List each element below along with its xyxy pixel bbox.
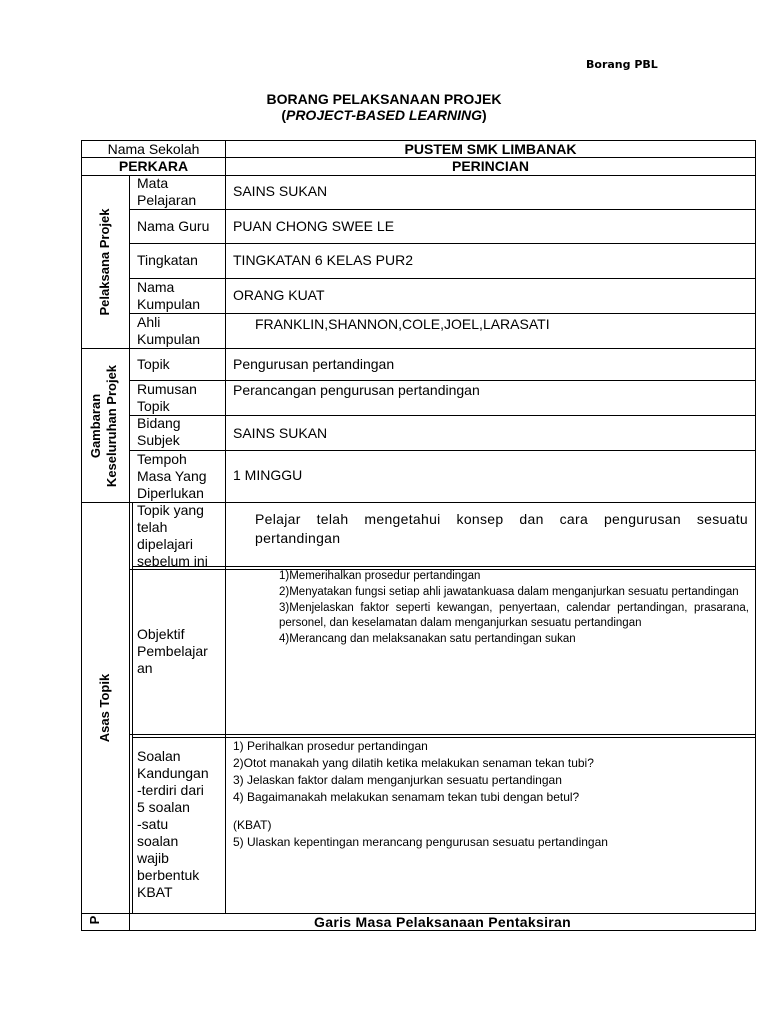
- value-mata-pelajaran: SAINS SUKAN: [233, 183, 328, 199]
- value-bidang-subjek: SAINS SUKAN: [233, 425, 328, 441]
- column-header-perincian: PERINCIAN: [451, 158, 529, 174]
- soalan-list: [233, 738, 748, 851]
- value-rumusan-topik: Perancangan pengurusan pertandingan: [233, 382, 480, 398]
- list-item: 1)Memerihalkan prosedur pertandingan: [279, 570, 481, 582]
- value-topik: Pengurusan pertandingan: [233, 356, 395, 372]
- label-topik-dipelajari: Topik yang telah dipelajari sebelum ini: [137, 502, 208, 569]
- list-item: 2)Menyatakan fungsi setiap ahli jawatankuasa dalam menganjurkan sesuatu pertandingan: [279, 585, 739, 598]
- label-tempoh: Tempoh Masa Yang Diperlukan: [137, 451, 207, 501]
- list-item: 5) Ulaskan kepentingan merancang pengurusan sesuatu pertandingan: [233, 835, 608, 849]
- subtitle-italic: PROJECT-BASED LEARNING: [285, 107, 483, 123]
- label-tingkatan: Tingkatan: [137, 252, 198, 268]
- form-title: BORANG PELAKSANAAN PROJEK: [266, 91, 502, 107]
- label-nama-guru: Nama Guru: [137, 218, 210, 234]
- label-nama-kumpulan: Nama Kumpulan: [137, 279, 201, 312]
- value-tingkatan: TINGKATAN 6 KELAS PUR2: [233, 252, 413, 268]
- label-rumusan-topik: Rumusan Topik: [137, 381, 197, 414]
- list-item: (KBAT): [233, 818, 272, 832]
- label-soalan: Soalan Kandungan -terdiri dari 5 soalan -satu soalan wajib berbentuk KBAT: [137, 748, 209, 900]
- value-nama-guru: PUAN CHONG SWEE LE: [233, 218, 395, 234]
- value-ahli-kumpulan: FRANKLIN,SHANNON,COLE,JOEL,LARASATI: [255, 316, 550, 332]
- section-pelaksana-projek: Pelaksana Projek: [97, 208, 112, 316]
- list-item: 1) Perihalkan prosedur pertandingan: [233, 739, 428, 753]
- garis-masa-title: Garis Masa Pelaksanaan Pentaksiran: [314, 914, 571, 930]
- label-mata-pelajaran: Mata Pelajaran: [137, 175, 197, 208]
- column-header-perkara: PERKARA: [118, 158, 189, 174]
- value-topik-dipelajari: Pelajar telah mengetahui konsep dan cara pengurusan sesuatu pertandingan: [255, 511, 748, 546]
- section-p: P: [87, 915, 102, 925]
- value-nama-kumpulan: ORANG KUAT: [233, 287, 325, 303]
- list-item: 4)Merancang dan melaksanakan satu pertandingan sukan: [279, 633, 576, 646]
- label-ahli-kumpulan: Ahli Kumpulan: [137, 314, 201, 347]
- label-bidang-subjek: Bidang Subjek: [137, 415, 181, 448]
- label-objektif: Objektif Pembelajar an: [137, 626, 208, 676]
- school-label: Nama Sekolah: [107, 141, 200, 157]
- form-subtitle: (PROJECT-BASED LEARNING): [281, 107, 487, 123]
- list-item: 4) Bagaimanakah melakukan senamam tekan tubi dengan betul?: [233, 790, 580, 804]
- list-item: 2)Otot manakah yang dilatih ketika melakukan senaman tekan tubi?: [233, 756, 594, 770]
- label-topik: Topik: [137, 356, 170, 372]
- school-value: PUSTEM SMK LIMBANAK: [404, 141, 577, 157]
- list-item: 3)Menjelaskan faktor seperti kewangan, penyertaan, calendar pertandingan, prasarana, personel, dan keselamatan dalam menganjurkan sesuatu pertandingan: [279, 601, 749, 630]
- objektif-list: [279, 569, 749, 648]
- list-item: 3) Jelaskan faktor dalam menganjurkan sesuatu pertandingan: [233, 773, 562, 787]
- section-asas-topik: Asas Topik: [97, 673, 112, 743]
- section-gambaran-keseluruhan: Gambaran Keseluruhan Projek: [88, 364, 119, 488]
- value-tempoh: 1 MINGGU: [233, 467, 303, 483]
- form-tag: Borang PBL: [586, 58, 658, 71]
